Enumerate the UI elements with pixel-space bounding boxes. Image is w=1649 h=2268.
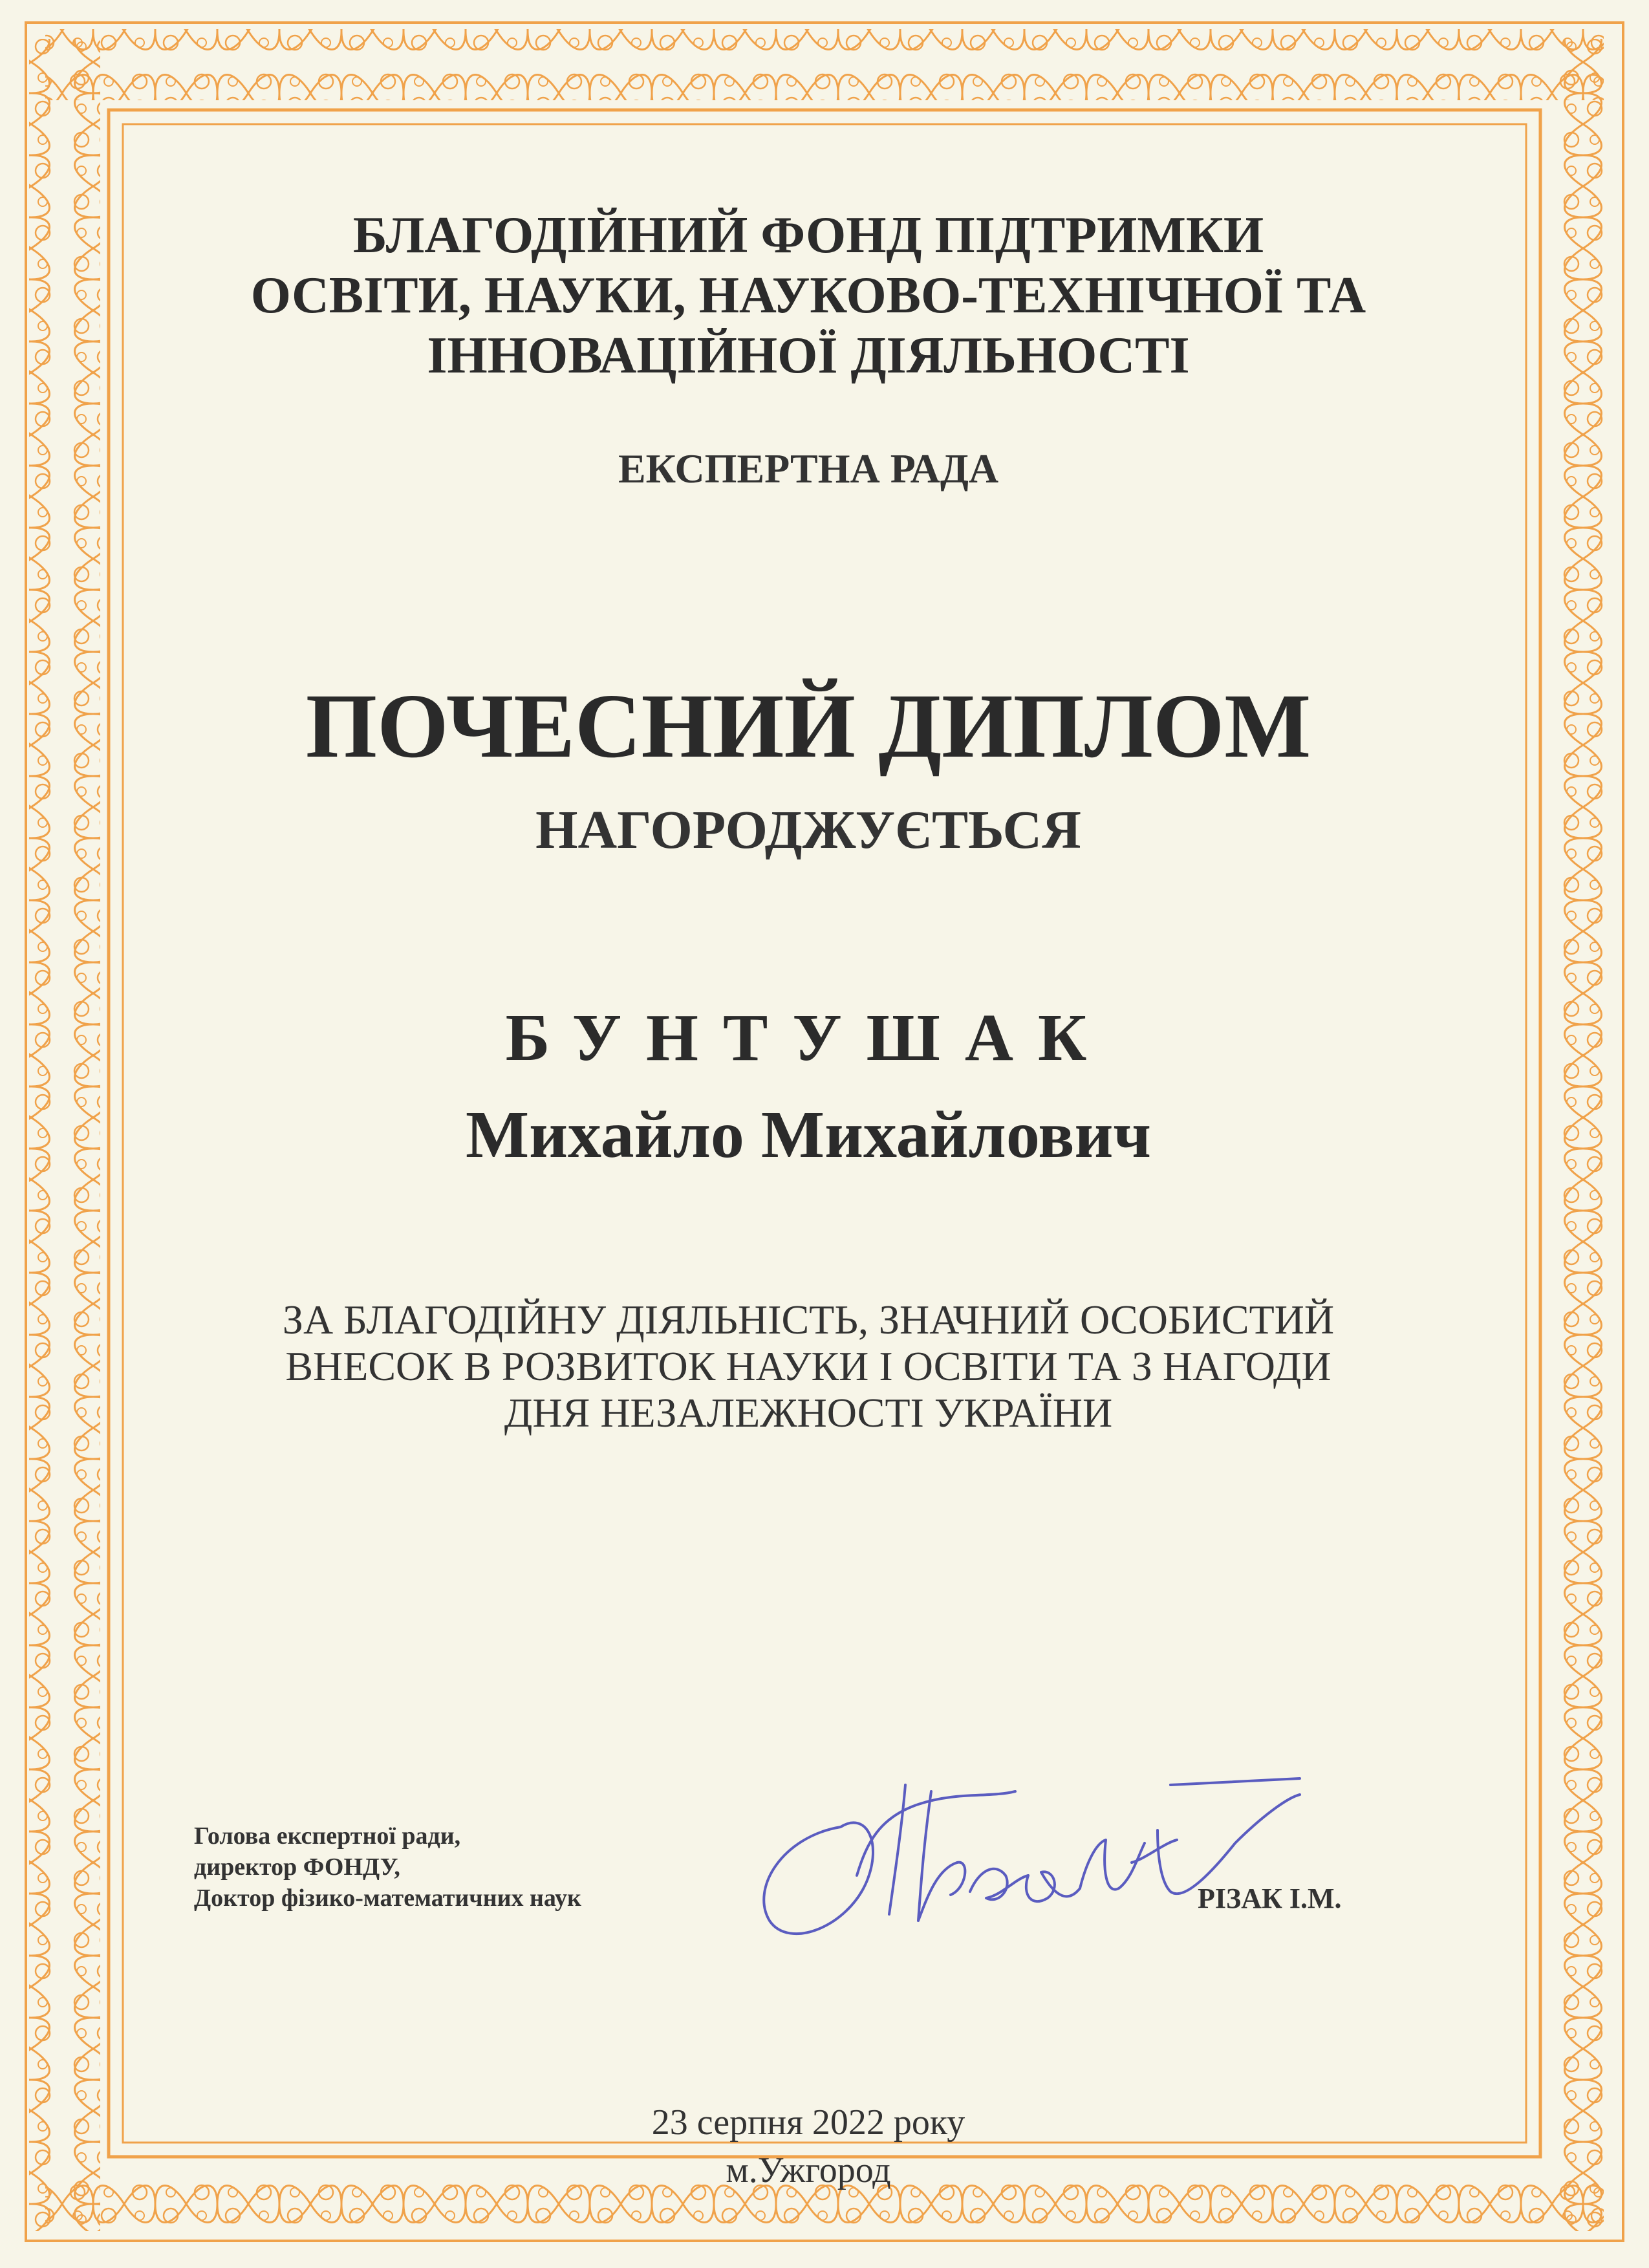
- recipient-surname: БУНТУШАК: [505, 1000, 1112, 1075]
- signatory-name: РІЗАК І.М.: [1198, 1883, 1342, 1914]
- signatory-line: Голова експертної ради,: [194, 1822, 461, 1850]
- diploma-title: ПОЧЕСНИЙ ДИПЛОМ: [305, 675, 1311, 777]
- issue-date: 23 серпня 2022 року: [651, 2102, 965, 2143]
- organization-name: [194, 206, 1423, 386]
- award-reason: [194, 1297, 1423, 1436]
- issue-place: м.Ужгород: [726, 2150, 891, 2190]
- reason-line: ДНЯ НЕЗАЛЕЖНОСТІ УКРАЇНИ: [504, 1390, 1113, 1436]
- reason-line: ЗА БЛАГОДІЙНУ ДІЯЛЬНІСТЬ, ЗНАЧНИЙ ОСОБИСТИЙ: [282, 1297, 1335, 1343]
- recipient-given-names: Михайло Михайлович: [465, 1097, 1152, 1172]
- org-line: ОСВІТИ, НАУКИ, НАУКОВО-ТЕХНІЧНОЇ ТА: [250, 267, 1366, 324]
- handwritten-signature: [744, 1766, 1313, 1960]
- date-and-place: [194, 2099, 1423, 2194]
- awarded-label: НАГОРОДЖУЄТЬСЯ: [535, 800, 1081, 860]
- org-line: ІННОВАЦІЙНОЇ ДІЯЛЬНОСТІ: [427, 327, 1190, 384]
- signatory-line: Доктор фізико-математичних наук: [194, 1885, 581, 1912]
- signatory-line: директор ФОНДУ,: [194, 1853, 400, 1881]
- org-line: БЛАГОДІЙНИЙ ФОНД ПІДТРИМКИ: [352, 207, 1264, 264]
- council-name: ЕКСПЕРТНА РАДА: [618, 446, 999, 491]
- reason-line: ВНЕСОК В РОЗВИТОК НАУКИ І ОСВІТИ ТА З НАГОДИ: [285, 1343, 1331, 1389]
- signatory-title: [194, 1820, 581, 1914]
